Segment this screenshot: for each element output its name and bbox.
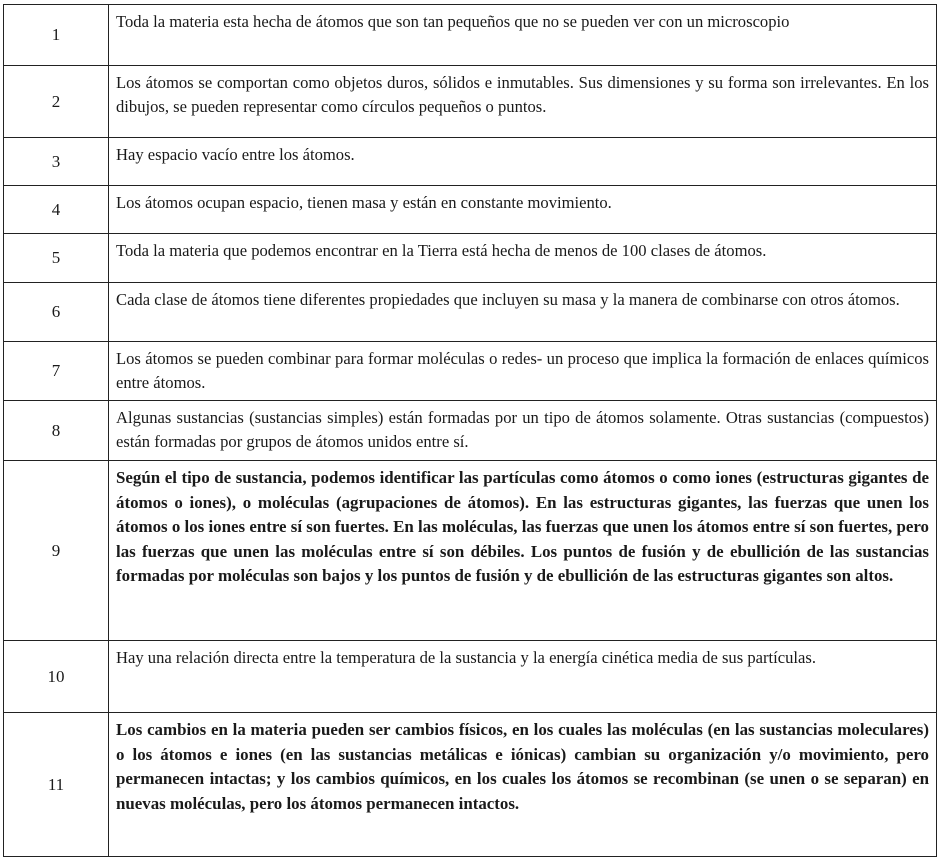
table-row: [4, 186, 937, 234]
table-row: [4, 342, 937, 401]
table-row: [4, 283, 937, 342]
row-statement: Toda la materia esta hecha de átomos que son tan pequeños que no se pueden ver con un microscopio: [109, 5, 937, 66]
row-statement: Toda la materia que podemos encontrar en la Tierra está hecha de menos de 100 clases de átomos.: [109, 234, 937, 283]
row-number: 4: [4, 186, 109, 234]
row-statement: Cada clase de átomos tiene diferentes propiedades que incluyen su masa y la manera de combinarse con otros átomos.: [109, 283, 937, 342]
row-statement: Hay una relación directa entre la temperatura de la sustancia y la energía cinética media de sus partículas.: [109, 641, 937, 713]
table-row: [4, 461, 937, 641]
row-number: 8: [4, 401, 109, 461]
row-number: 1: [4, 5, 109, 66]
row-number: 11: [4, 713, 109, 857]
table-row: [4, 713, 937, 857]
row-statement: Los cambios en la materia pueden ser cambios físicos, en los cuales las moléculas (en las sustancias moleculares) o los átomos e iones (en las sustancias metálicas e iónicas) cambian su organización y/o movimiento, pero permanecen intactas; y los cambios químicos, en los cuales los átomos se recombinan (se unen o se separan) en nuevas moléculas, pero los átomos permanecen intactos.: [109, 713, 937, 857]
table-row: [4, 401, 937, 461]
table-row: [4, 138, 937, 186]
row-number: 9: [4, 461, 109, 641]
table-row: [4, 5, 937, 66]
row-number: 2: [4, 66, 109, 138]
table-row: [4, 641, 937, 713]
row-statement: Los átomos se pueden combinar para formar moléculas o redes- un proceso que implica la formación de enlaces químicos entre átomos.: [109, 342, 937, 401]
row-statement: Los átomos ocupan espacio, tienen masa y están en constante movimiento.: [109, 186, 937, 234]
row-number: 5: [4, 234, 109, 283]
row-number: 7: [4, 342, 109, 401]
row-statement: Según el tipo de sustancia, podemos identificar las partículas como átomos o como iones (estructuras gigantes de átomos o iones), o moléculas (agrupaciones de átomos). En las estructuras gigantes, las fuerzas que unen los átomos o los iones entre sí son fuertes. En las moléculas, las fuerzas que unen los átomos entre sí son fuertes, pero las fuerzas que unen las moléculas entre sí son débiles. Los puntos de fusión y de ebullición de las sustancias formadas por moléculas son bajos y los puntos de fusión y de ebullición de las estructuras gigantes son altos.: [109, 461, 937, 641]
row-statement: Hay espacio vacío entre los átomos.: [109, 138, 937, 186]
row-number: 3: [4, 138, 109, 186]
table-row: [4, 66, 937, 138]
row-statement: Algunas sustancias (sustancias simples) están formadas por un tipo de átomos solamente. Otras sustancias (compuestos) están formadas por grupos de átomos unidos entre sí.: [109, 401, 937, 461]
atomic-ideas-table: [3, 4, 937, 857]
row-statement: Los átomos se comportan como objetos duros, sólidos e inmutables. Sus dimensiones y su forma son irrelevantes. En los dibujos, se pueden representar como círculos pequeños o puntos.: [109, 66, 937, 138]
row-number: 10: [4, 641, 109, 713]
row-number: 6: [4, 283, 109, 342]
table-body: [4, 5, 937, 857]
table-row: [4, 234, 937, 283]
